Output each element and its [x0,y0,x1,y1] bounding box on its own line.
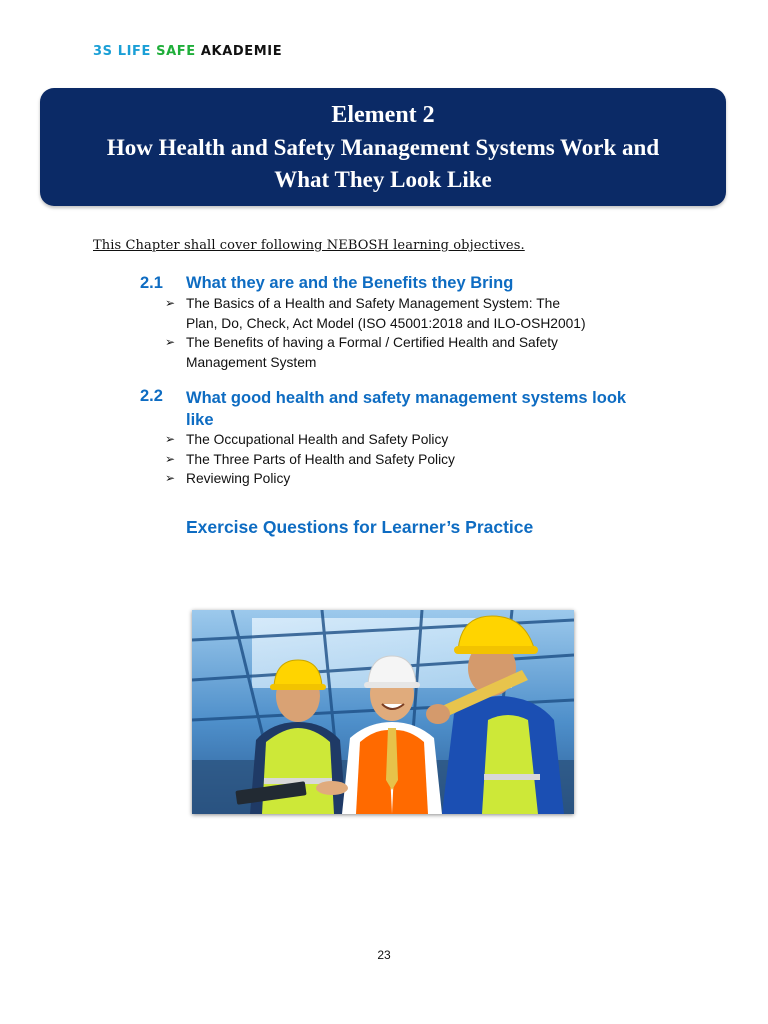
list-item [165,430,685,450]
list-item-line: Reviewing Policy [186,471,291,486]
section-title-line: What good health and safety management systems look [186,389,627,407]
list-item-line: Plan, Do, Check, Act Model (ISO 45001:2018 and ILO-OSH2001) [186,315,586,331]
list-item-line: The Benefits of having a Formal / Certified Health and Safety [186,335,558,350]
list-item-line: The Three Parts of Health and Safety Policy [186,451,455,467]
brand-header [93,44,282,59]
list-item [165,294,685,333]
chapter-banner [40,88,726,206]
brand-part-3: AKADEMIE [200,44,283,59]
section-title-line: like [186,411,214,429]
chapter-title-line-2: What They Look Like [274,166,492,192]
arrow-bullet-icon: ➢ [165,451,176,466]
section-2-2-objectives [165,430,685,489]
list-item-line: Management System [186,354,317,370]
chapter-title-line-1: How Health and Safety Management Systems Work and [106,134,660,160]
section-title: What they are and the Benefits they Bring [186,274,514,292]
arrow-bullet-icon: ➢ [165,471,176,485]
intro-text: This Chapter shall cover following NEBOSH learning objectives. [93,238,525,253]
arrow-bullet-icon: ➢ [165,432,176,446]
arrow-bullet-icon: ➢ [165,296,176,310]
list-item [165,450,685,470]
element-number: Element 2 [331,101,435,128]
arrow-bullet-icon: ➢ [165,335,176,349]
brand-part-1: 3S LIFE [93,44,152,59]
section-number: 2.2 [140,387,163,405]
exercise-heading: Exercise Questions for Learner’s Practice [186,517,534,537]
brand-part-2: SAFE [156,44,196,59]
list-item-line: The Occupational Health and Safety Policy [186,432,449,447]
workers-photo [192,610,574,814]
list-item [165,469,685,489]
section-2-1-objectives [165,294,685,372]
list-item [165,333,685,372]
page-number: 23 [377,948,391,962]
section-2-2-heading [140,387,700,431]
section-number: 2.1 [140,274,163,292]
section-title [186,387,626,431]
section-2-1-heading [140,274,700,296]
list-item-line: The Basics of a Health and Safety Management System: The [186,296,560,311]
